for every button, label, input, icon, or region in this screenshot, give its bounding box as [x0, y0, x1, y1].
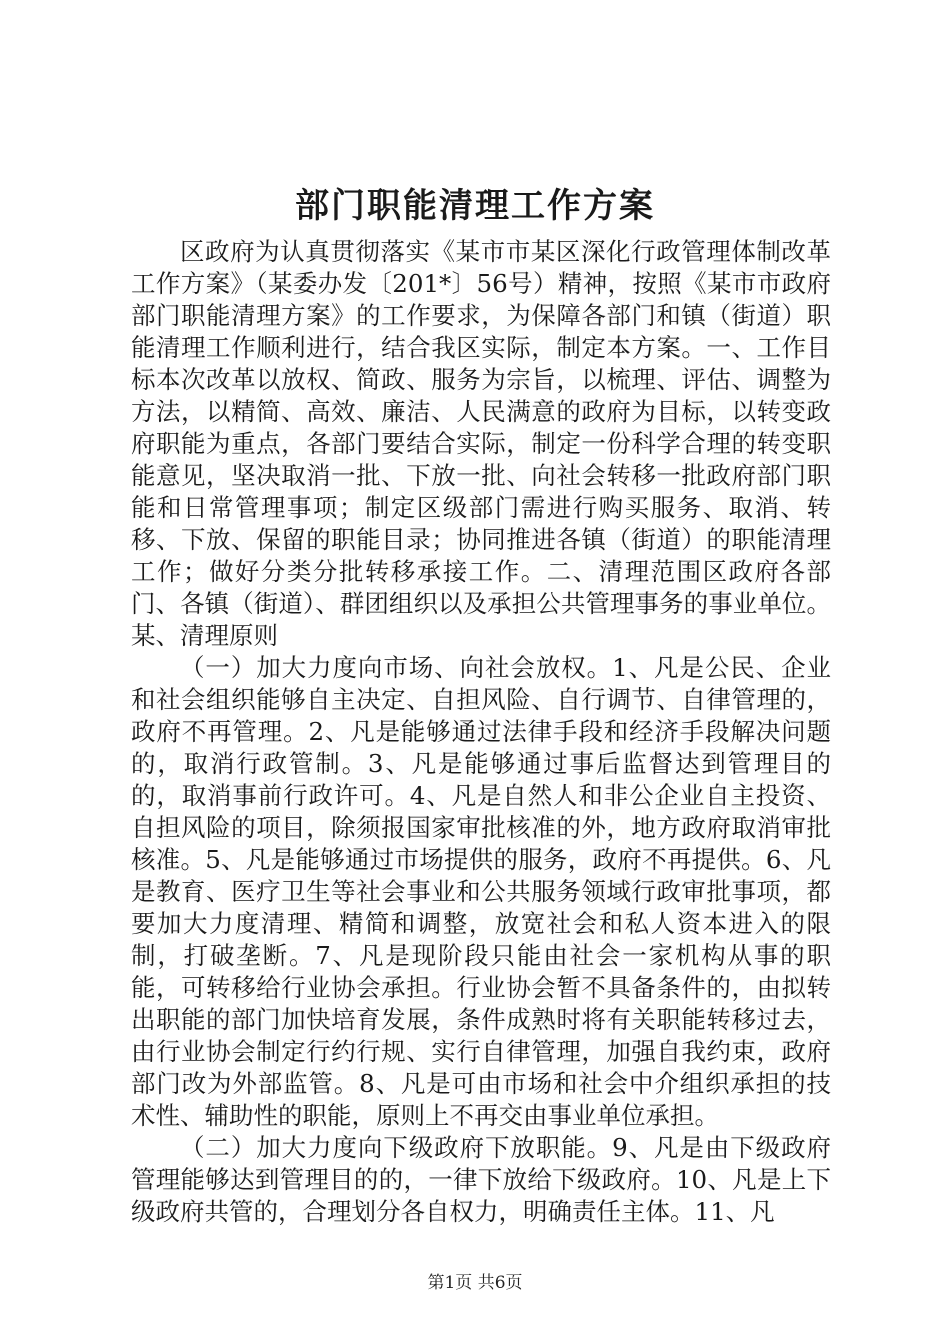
paragraph: （一）加大力度向市场、向社会放权。1、凡是公民、企业和社会组织能够自主决定、自担风险、自行调节、自律管理的，政府不再管理。2、凡是能够通过法律手段和经济手段解决问题的，取消行政管制。3、凡是能够通过事后监督达到管理目的的，取消事前行政许可。4、凡是自然人和非公企业自主投资、自担风险的项目，除须报国家审批核准的外，地方政府取消审批核准。5、凡是能够通过市场提供的服务，政府不再提供。6、凡是教育、医疗卫生等社会事业和公共服务领域行政审批事项，都要加大力度清理、精简和调整，放宽社会和私人资本进入的限制，打破垄断。7、凡是现阶段只能由社会一家机构从事的职能，可转移给行业协会承担。行业协会暂不具备条件的，由拟转出职能的部门加快培育发展，条件成熟时将有关职能转移过去，由行业协会制定行约行规、实行自律管理，加强自我约束，政府部门改为外部监管。8、凡是可由市场和社会中介组织承担的技术性、辅助性的职能，原则上不再交由事业单位承担。	[131, 653, 831, 1130]
document-body	[131, 236, 831, 1228]
document-title: 部门职能清理工作方案	[295, 186, 655, 226]
page-number-footer: 第1页 共6页	[427, 1273, 523, 1293]
paragraph: 区政府为认真贯彻落实《某市市某区深化行政管理体制改革工作方案》（某委办发〔201*〕56号）精神，按照《某市市政府部门职能清理方案》的工作要求，为保障各部门和镇（街道）职能清理工作顺利进行，结合我区实际，制定本方案。一、工作目标本次改革以放权、简政、服务为宗旨，以梳理、评估、调整为方法，以精简、高效、廉洁、人民满意的政府为目标，以转变政府职能为重点，各部门要结合实际，制定一份科学合理的转变职能意见，坚决取消一批、下放一批、向社会转移一批政府部门职能和日常管理事项；制定区级部门需进行购买服务、取消、转移、下放、保留的职能目录；协同推进各镇（街道）的职能清理工作；做好分类分批转移承接工作。二、清理范围区政府各部门、各镇（街道）、群团组织以及承担公共管理事务的事业单位。某、清理原则	[131, 237, 831, 650]
paragraph: （二）加大力度向下级政府下放职能。9、凡是由下级政府管理能够达到管理目的的，一律下放给下级政府。10、凡是上下级政府共管的，合理划分各自权力，明确责任主体。11、凡	[131, 1133, 831, 1226]
